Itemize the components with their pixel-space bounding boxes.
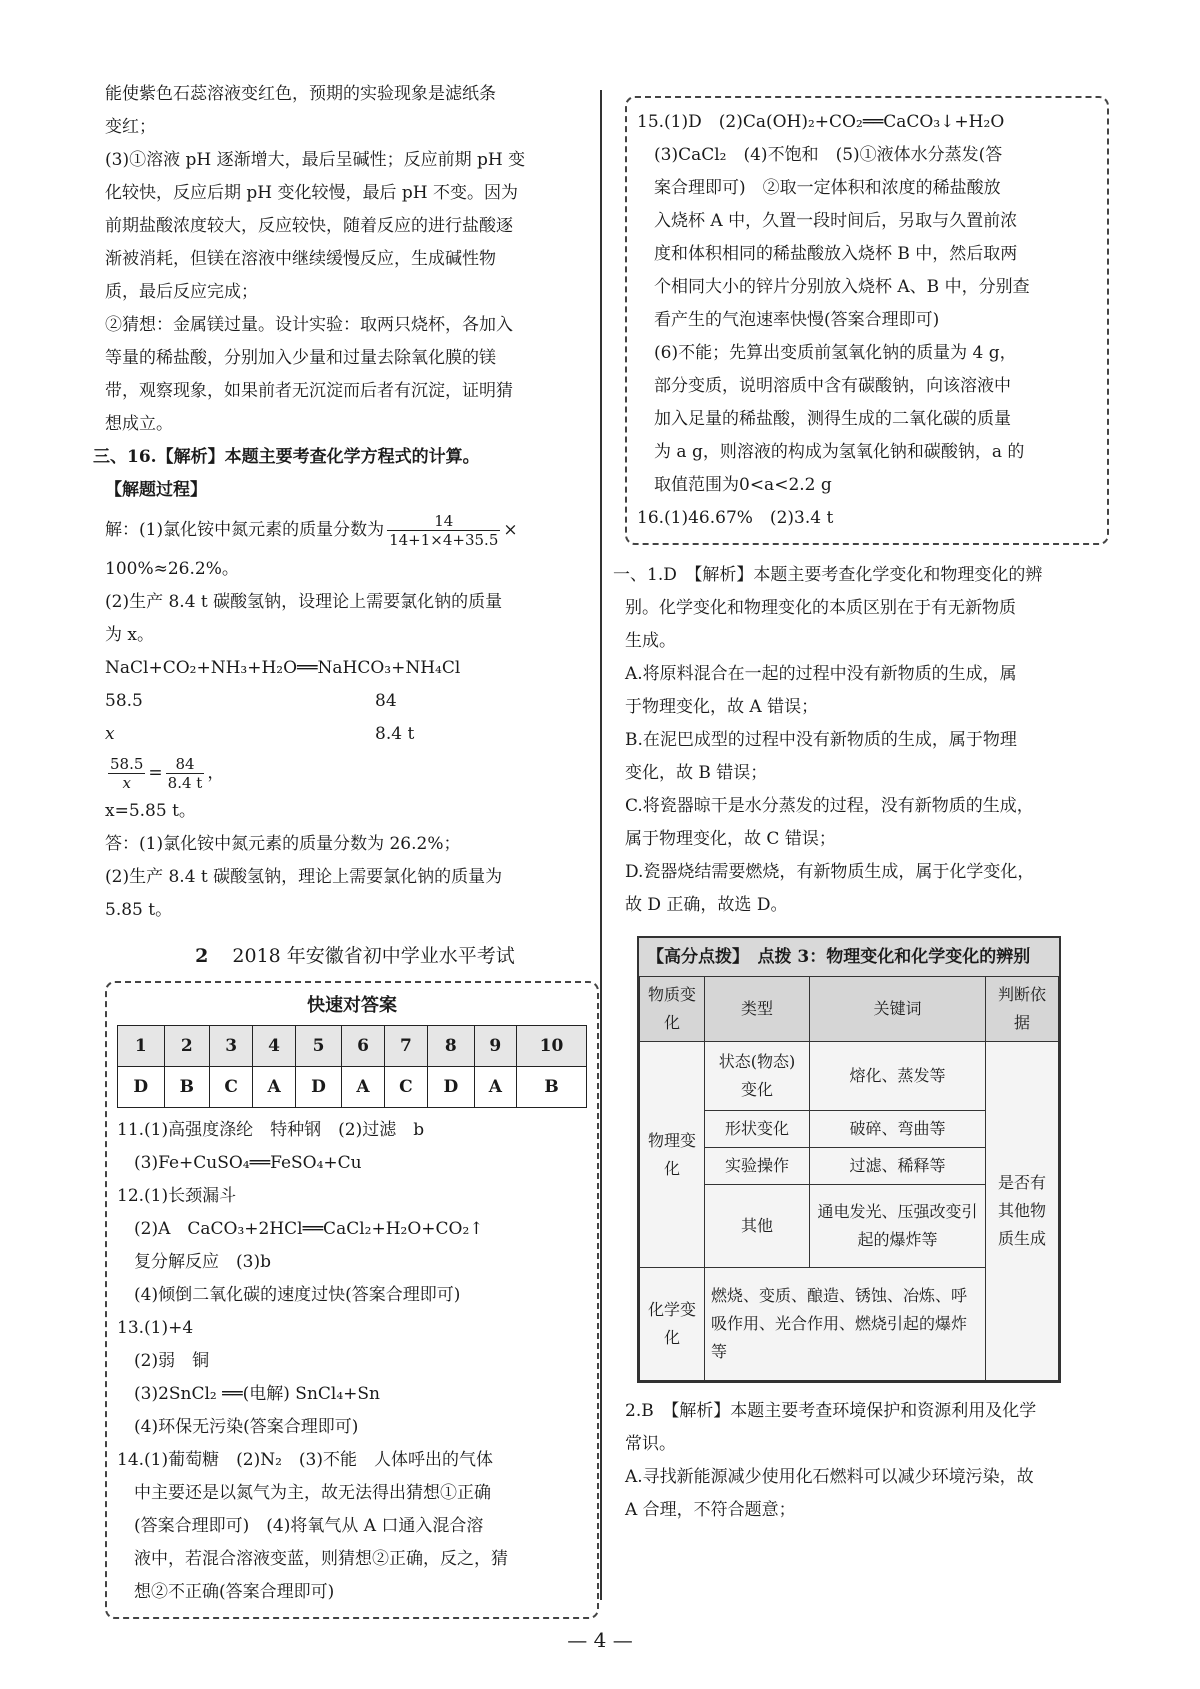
text-line: 变化，故 B 错误； <box>625 763 768 783</box>
answer-line: (6)不能；先算出变质前氢氧化钠的质量为 4 g， <box>637 343 1017 363</box>
fraction-denominator: 14+1×4+35.5 <box>389 531 499 549</box>
q16-ratio-row <box>105 685 605 718</box>
table-cell: 1 <box>118 1026 165 1067</box>
table-cell: 7 <box>384 1026 427 1067</box>
q16-sol-prefix: 解：(1)氯化铵中氮元素的质量分数为 <box>105 520 385 540</box>
fraction <box>166 755 205 792</box>
intro-block <box>105 78 605 441</box>
answer-line: (3)CaCl₂ (4)不饱和 (5)①液体水分蒸发(答 <box>637 145 1003 165</box>
answer-line: 度和体积相同的稀盐酸放入烧杯 B 中，然后取两 <box>637 244 1018 264</box>
text-line: 故 D 正确，故选 D。 <box>625 895 788 915</box>
fraction <box>108 755 145 792</box>
table-cell: A <box>253 1067 295 1108</box>
answer-line: 入烧杯 A 中，久置一段时间后，另取与久置前浓 <box>637 211 1018 231</box>
answer-line: 想②不正确(答案合理即可) <box>117 1582 335 1602</box>
q1-analysis <box>613 559 1110 922</box>
q16-percent: 100%≈26.2%。 <box>105 559 239 579</box>
text-line: 带，观察现象，如果前者无沉淀而后者有沉淀，证明猜 <box>105 381 513 401</box>
table-cell: D <box>428 1067 475 1108</box>
q16-solution <box>93 441 605 927</box>
table-cell: 4 <box>253 1026 295 1067</box>
quick-answer-title: 快速对答案 <box>307 995 397 1016</box>
q16-heading: 三、16.【解析】本题主要考查化学方程式的计算。 <box>93 447 480 467</box>
q16-x-value: x=5.85 t。 <box>105 801 196 821</box>
row-value: 58.5 <box>105 691 143 711</box>
q16-answer-2-cont: 5.85 t。 <box>105 900 173 920</box>
answer-line: 复分解反应 (3)b <box>117 1252 271 1272</box>
text-line: 2.B 【解析】本题主要考查环境保护和资源利用及化学 <box>625 1401 1037 1421</box>
table-cell: 10 <box>517 1026 587 1067</box>
text-line: A.将原料混合在一起的过程中没有新物质的生成，属 <box>625 664 1017 684</box>
table-cell: D <box>295 1067 342 1108</box>
answer-line: (4)倾倒二氧化碳的速度过快(答案合理即可) <box>117 1285 461 1305</box>
table-cell: 过滤、稀释等 <box>810 1148 986 1185</box>
section-title <box>105 941 605 971</box>
answer-line: 11.(1)高强度涤纶 特种钢 (2)过滤 b <box>117 1120 425 1140</box>
answer-line: 13.(1)+4 <box>117 1318 194 1338</box>
table-cell: 其他 <box>705 1185 810 1268</box>
table-cell: 物理变化 <box>640 1042 705 1268</box>
table-cell: 是否有其他物质生成 <box>986 1042 1059 1381</box>
q16-equation: NaCl+CO₂+NH₃+H₂O══NaHCO₃+NH₄Cl <box>105 658 461 678</box>
q16-part2: (2)生产 8.4 t 碳酸氢钠，设理论上需要氯化钠的质量 <box>105 592 503 612</box>
answer-line: (3)Fe+CuSO₄══FeSO₄+Cu <box>117 1153 362 1173</box>
text-line: 常识。 <box>625 1434 676 1454</box>
answer-line: 案合理即可) ②取一定体积和浓度的稀盐酸放 <box>637 178 1001 198</box>
table-row <box>118 1067 587 1108</box>
q16-proportion <box>105 751 605 795</box>
quick-answer-box <box>105 981 599 1619</box>
table-cell: B <box>164 1067 210 1108</box>
table-cell: B <box>517 1067 587 1108</box>
text-line: 能使紫色石蕊溶液变红色，预期的实验现象是滤纸条 <box>105 84 496 104</box>
answer-line: 个相同大小的锌片分别放入烧杯 A、B 中，分别查 <box>637 277 1030 297</box>
tip-heading: 【高分点拨】 点拨 3：物理变化和化学变化的辨别 <box>639 938 1059 976</box>
header-cell: 判断依据 <box>986 977 1059 1042</box>
table-row <box>640 1042 1059 1111</box>
table-cell: D <box>118 1067 165 1108</box>
text-line: B.在泥巴成型的过程中没有新物质的生成，属于物理 <box>625 730 1017 750</box>
q16-ratio-row <box>105 718 605 751</box>
text-line: D.瓷器烧结需要燃烧，有新物质生成，属于化学变化， <box>625 862 1035 882</box>
page-number: — 4 — <box>567 1628 633 1652</box>
table-cell: 化学变化 <box>640 1268 705 1381</box>
table-cell: 破碎、弯曲等 <box>810 1111 986 1148</box>
text-line: 质，最后反应完成； <box>105 282 258 302</box>
text-line: 前期盐酸浓度较大，反应较快，随着反应的进行盐酸逐 <box>105 216 513 236</box>
q16-fraction-line <box>105 507 605 553</box>
text-line: 一、1.D 【解析】本题主要考查化学变化和物理变化的辨 <box>613 565 1043 585</box>
answer-line: (答案合理即可) (4)将氧气从 A 口通入混合溶 <box>117 1516 484 1536</box>
answer-line: (2)A CaCO₃+2HCl══CaCl₂+H₂O+CO₂↑ <box>117 1219 484 1239</box>
tip-box <box>637 936 1061 1383</box>
table-cell: 6 <box>342 1026 384 1067</box>
answer-line: 看产生的气泡速率快慢(答案合理即可) <box>637 310 940 330</box>
comma: ， <box>207 763 225 783</box>
table-cell: 2 <box>164 1026 210 1067</box>
answer-line: (3)2SnCl₂ ══(电解) SnCl₄+Sn <box>117 1384 380 1404</box>
table-cell: 9 <box>474 1026 516 1067</box>
q16-part2-cont: 为 x。 <box>105 625 154 645</box>
answer-line: 14.(1)葡萄糖 (2)N₂ (3)不能 人体呼出的气体 <box>117 1450 493 1470</box>
text-line: C.将瓷器晾干是水分蒸发的过程，没有新物质的生成， <box>625 796 1034 816</box>
text-line: (3)①溶液 pH 逐渐增大，最后呈碱性；反应前期 pH 变 <box>105 150 526 170</box>
right-column <box>613 96 1110 1527</box>
fraction-numerator: 84 <box>166 755 205 774</box>
text-line: 渐被消耗，但镁在溶液中继续缓慢反应，生成碱性物 <box>105 249 496 269</box>
text-line: 等量的稀盐酸，分别加入少量和过量去除氧化膜的镁 <box>105 348 496 368</box>
table-cell: 形状变化 <box>705 1111 810 1148</box>
text-line: 生成。 <box>625 631 676 651</box>
text-line: 变红； <box>105 117 156 137</box>
q16-answer-1: 答：(1)氯化铵中氮元素的质量分数为 26.2%； <box>105 834 461 854</box>
table-cell: 熔化、蒸发等 <box>810 1042 986 1111</box>
table-cell: 实验操作 <box>705 1148 810 1185</box>
text-line: 想成立。 <box>105 414 173 434</box>
table-cell: 8 <box>428 1026 475 1067</box>
table-cell: 状态(物态)变化 <box>705 1042 810 1111</box>
header-cell: 物质变化 <box>640 977 705 1042</box>
table-cell: C <box>210 1067 253 1108</box>
answer-line: 液中，若混合溶液变蓝，则猜想②正确，反之，猜 <box>117 1549 508 1569</box>
table-cell: 5 <box>295 1026 342 1067</box>
left-column <box>93 78 605 1619</box>
text-line: A.寻找新能源减少使用化石燃料可以减少环境污染，故 <box>625 1467 1034 1487</box>
fraction-numerator: 58.5 <box>110 755 144 773</box>
answer-table <box>117 1025 587 1108</box>
q16-answer-2: (2)生产 8.4 t 碳酸氢钠，理论上需要氯化钠的质量为 <box>105 867 503 887</box>
table-cell: A <box>474 1067 516 1108</box>
answer-line: 加入足量的稀盐酸，测得生成的二氧化碳的质量 <box>637 409 1011 429</box>
answer-line: 为 a g，则溶液的构成为氢氧化钠和碳酸钠，a 的 <box>637 442 1025 462</box>
equals-sign: = <box>148 763 163 783</box>
section-number: 2 <box>195 945 209 967</box>
text-line: ②猜想：金属镁过量。设计实验：取两只烧杯，各加入 <box>105 315 513 335</box>
tip-table <box>639 976 1059 1381</box>
answer-line: 15.(1)D (2)Ca(OH)₂+CO₂══CaCO₃↓+H₂O <box>637 112 1005 132</box>
table-row <box>118 1026 587 1067</box>
table-cell: 通电发光、压强改变引起的爆炸等 <box>810 1185 986 1268</box>
answer-line: 12.(1)长颈漏斗 <box>117 1186 237 1206</box>
text-line: 于物理变化，故 A 错误； <box>625 697 819 717</box>
answer-line: (4)环保无污染(答案合理即可) <box>117 1417 359 1437</box>
text-line: 属于物理变化，故 C 错误； <box>625 829 836 849</box>
answer-line: 部分变质，说明溶质中含有碳酸钠，向该溶液中 <box>637 376 1011 396</box>
fraction-denominator: x <box>122 774 131 792</box>
times-sign: × <box>503 520 518 540</box>
fraction-denominator: 8.4 t <box>167 774 203 792</box>
header-cell: 类型 <box>705 977 810 1042</box>
table-cell: 燃烧、变质、酿造、锈蚀、冶炼、呼吸作用、光合作用、燃烧引起的爆炸等 <box>705 1268 986 1381</box>
answer-line: (2)弱 铜 <box>117 1351 210 1371</box>
table-cell: A <box>342 1067 384 1108</box>
row-value: 8.4 t <box>375 724 415 744</box>
answer-line: 中主要还是以氮气为主，故无法得出猜想①正确 <box>117 1483 491 1503</box>
table-header-row <box>640 977 1059 1042</box>
column-divider <box>600 90 602 1600</box>
header-cell: 关键词 <box>810 977 986 1042</box>
text-line: A 合理，不符合题意； <box>625 1500 796 1520</box>
text-line: 化较快，反应后期 pH 变化较慢，最后 pH 不变。因为 <box>105 183 519 203</box>
answer-box-continued <box>625 96 1109 545</box>
q16-fraction <box>387 512 500 549</box>
q2-analysis <box>625 1395 1110 1527</box>
text-line: 别。化学变化和物理变化的本质区别在于有无新物质 <box>625 598 1016 618</box>
fraction-numerator: 14 <box>387 512 500 531</box>
row-value: x <box>105 724 115 744</box>
answer-line: 16.(1)46.67% (2)3.4 t <box>637 508 834 528</box>
table-cell: C <box>384 1067 427 1108</box>
row-value: 84 <box>375 691 397 711</box>
table-cell: 3 <box>210 1026 253 1067</box>
answer-line: 取值范围为0<a<2.2 g <box>637 475 832 495</box>
q16-process-label: 【解题过程】 <box>105 480 207 500</box>
section-name: 2018 年安徽省初中学业水平考试 <box>232 945 515 967</box>
